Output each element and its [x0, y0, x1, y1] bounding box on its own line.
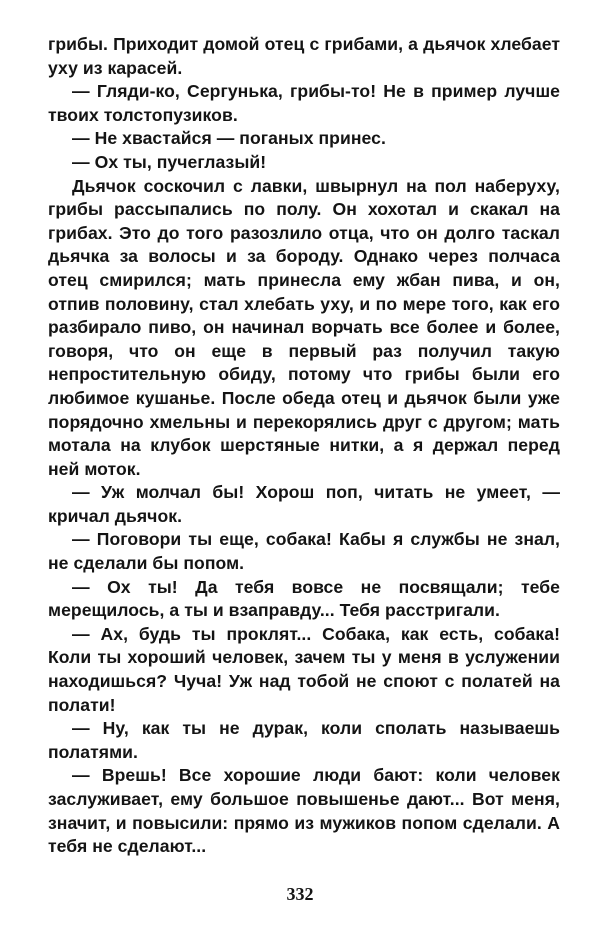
paragraph: — Поговори ты еще, собака! Кабы я службы не знал, не сделали бы попом.: [48, 529, 560, 574]
paragraph: — Ну, как ты не дурак, коли сполать называешь полатями.: [48, 718, 560, 762]
paragraph: Дьячок соскочил с лавки, швырнул на пол наберуху, грибы рассыпались по полу. Он хохотал и скакал на грибах. Это до того разозлило отца, что он долго таскал дьячка за волосы и за бороду. Однако через полчаса отец смирился; мать принесла ему жбан пива, и он, отпив половину, стал хлебать уху, и по мере того, как его разбирало пиво, он начинал ворчать все более и более, говоря, что он еще в первый раз получил такую непростительную обиду, потому что грибы были его любимое кушанье. После обеда отец и дьячок были уже порядочно хмельны и перекорялись друг с другом; мать мотала на клубок шерстяные нитки, а я держал перед ней моток.: [48, 175, 560, 479]
paragraph: — Гляди-ко, Сергунька, грибы-то! Не в пример лучше твоих толстопузиков.: [48, 81, 560, 125]
paragraph: — Уж молчал бы! Хорош поп, читать не умеет, — кричал дьячок.: [48, 482, 560, 526]
paragraph: — Врешь! Все хорошие люди бают: коли человек заслуживает, ему большое повышенье дают... Вот меня, значит, и повысили: прямо из мужиков попом сделали. А тебя не сделают...: [48, 765, 560, 857]
page-number: 332: [286, 884, 314, 904]
body-text: [48, 33, 560, 859]
paragraph-continuation: грибы. Приходит домой отец с грибами, а дьячок хлебает уху из карасей.: [48, 34, 560, 78]
paragraph: — Ох ты! Да тебя вовсе не посвящали; тебе мерещилось, а ты и взаправду... Тебя расстригали.: [48, 576, 560, 621]
paragraph: — Ох ты, пучеглазый!: [72, 151, 267, 172]
paragraph: — Ах, будь ты проклят... Собака, как есть, собака! Коли ты хороший человек, зачем ты у меня в услужении находишься? Чуча! Уж над тобой не споют с полатей на полати!: [48, 623, 560, 715]
paragraph: — Не хвастайся — поганых принес.: [72, 128, 386, 149]
